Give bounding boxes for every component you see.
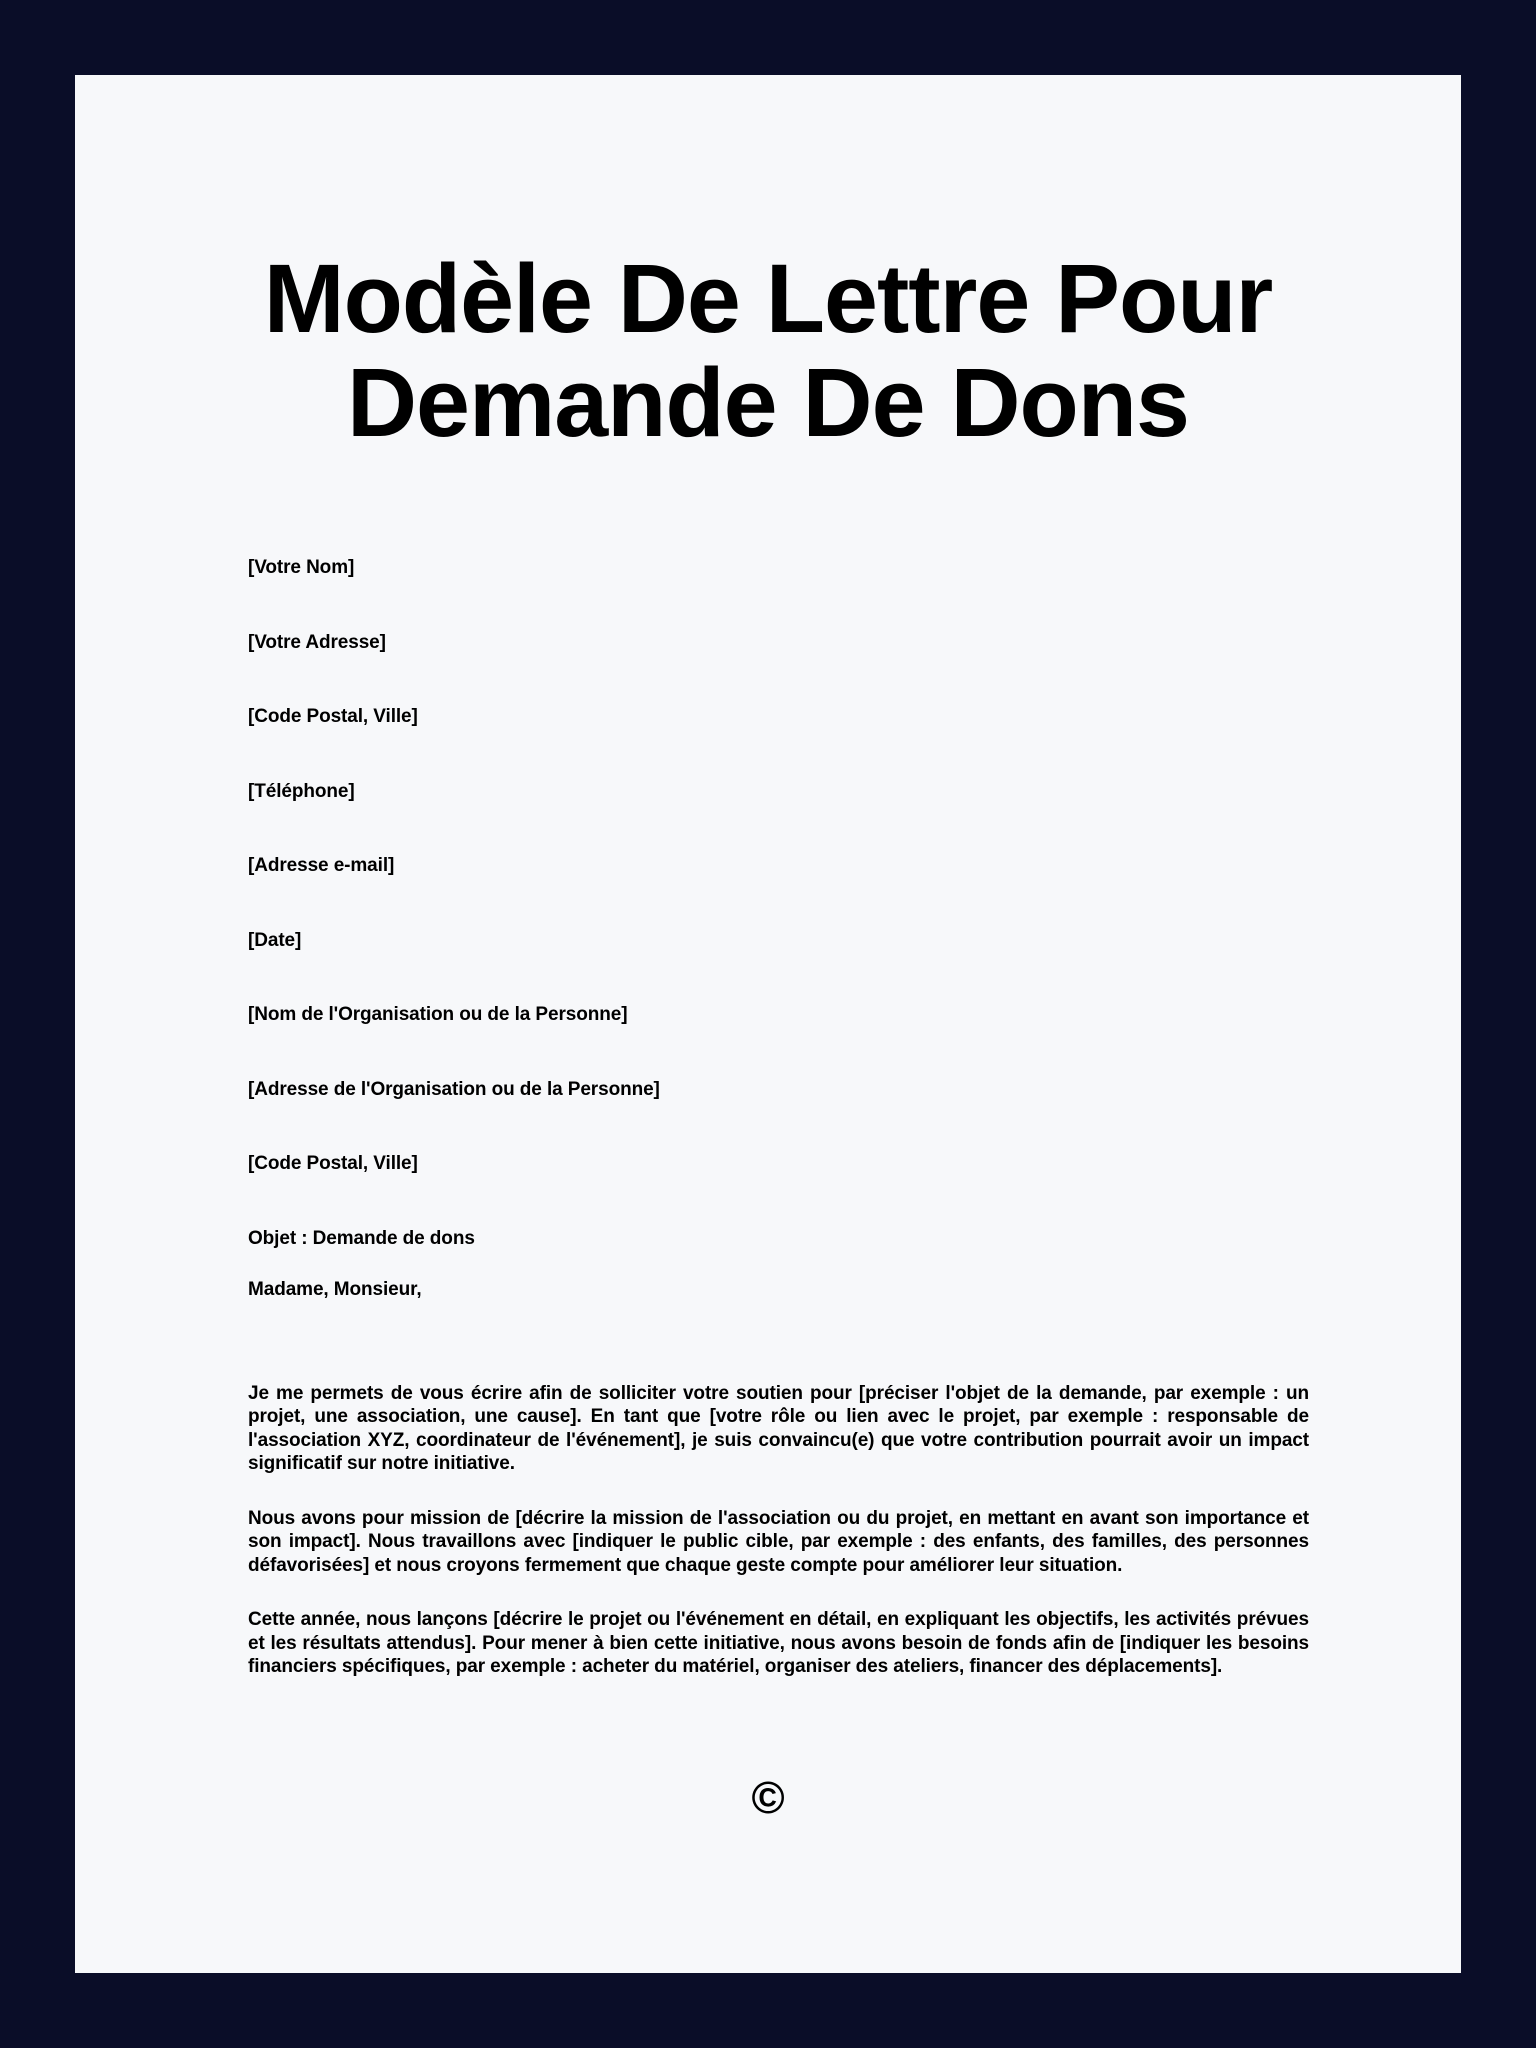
sender-block: [248, 556, 1309, 878]
date-placeholder: [Date]: [248, 929, 302, 951]
recipient-block: [248, 1003, 1309, 1176]
subject-line: Objet : Demande de dons: [248, 1227, 475, 1249]
sender-email-placeholder: [Adresse e-mail]: [248, 855, 395, 876]
sender-address-placeholder: [Votre Adresse]: [248, 631, 386, 653]
page-footer: [75, 1771, 1461, 1823]
copyright-icon: ©: [751, 1771, 785, 1823]
recipient-address-placeholder: [Adresse de l'Organisation ou de la Personne]: [248, 1078, 660, 1100]
sender-postal-city-placeholder: [Code Postal, Ville]: [248, 706, 418, 727]
sender-phone-placeholder: [Téléphone]: [248, 780, 355, 802]
sender-name-placeholder: [Votre Nom]: [248, 557, 355, 578]
body-paragraph-3: Cette année, nous lançons [décrire le projet ou l'événement en détail, en expliquant les objectifs, les activités prévues et les résultats attendus]. Pour mener à bien cette initiative, nous avons besoin de fonds afin de [indiquer les besoins financiers spécifiques, par exemple : acheter du matériel, organiser des ateliers, financer des déplacements].: [248, 1609, 1309, 1677]
recipient-postal-city-placeholder: [Code Postal, Ville]: [248, 1153, 418, 1174]
recipient-name-placeholder: [Nom de l'Organisation ou de la Personne]: [248, 1004, 628, 1025]
letter-body: [248, 1382, 1309, 1679]
body-paragraph-1: Je me permets de vous écrire afin de solliciter votre soutien pour [préciser l'objet de la demande, par exemple : un projet, une association, une cause]. En tant que [votre rôle ou lien avec le projet, par exemple : responsable de l'association XYZ, coordinateur de l'événement], je suis convaincu(e) que votre contribution pourrait avoir un impact significatif sur notre initiative.: [248, 1382, 1309, 1474]
title-line-1: Modèle De Lettre Pour: [263, 244, 1273, 353]
letter-page: [75, 75, 1461, 1973]
body-paragraph-2: Nous avons pour mission de [décrire la mission de l'association ou du projet, en mettant en avant son importance et son impact]. Nous travaillons avec [indiquer le public cible, par exemple : des enfants, des familles, des personnes défavorisées] et nous croyons fermement que chaque geste compte pour améliorer leur situation.: [248, 1507, 1309, 1576]
title-line-2: Demande De Dons: [346, 348, 1190, 457]
page-title: [75, 75, 1461, 455]
salutation: Madame, Monsieur,: [248, 1279, 422, 1300]
